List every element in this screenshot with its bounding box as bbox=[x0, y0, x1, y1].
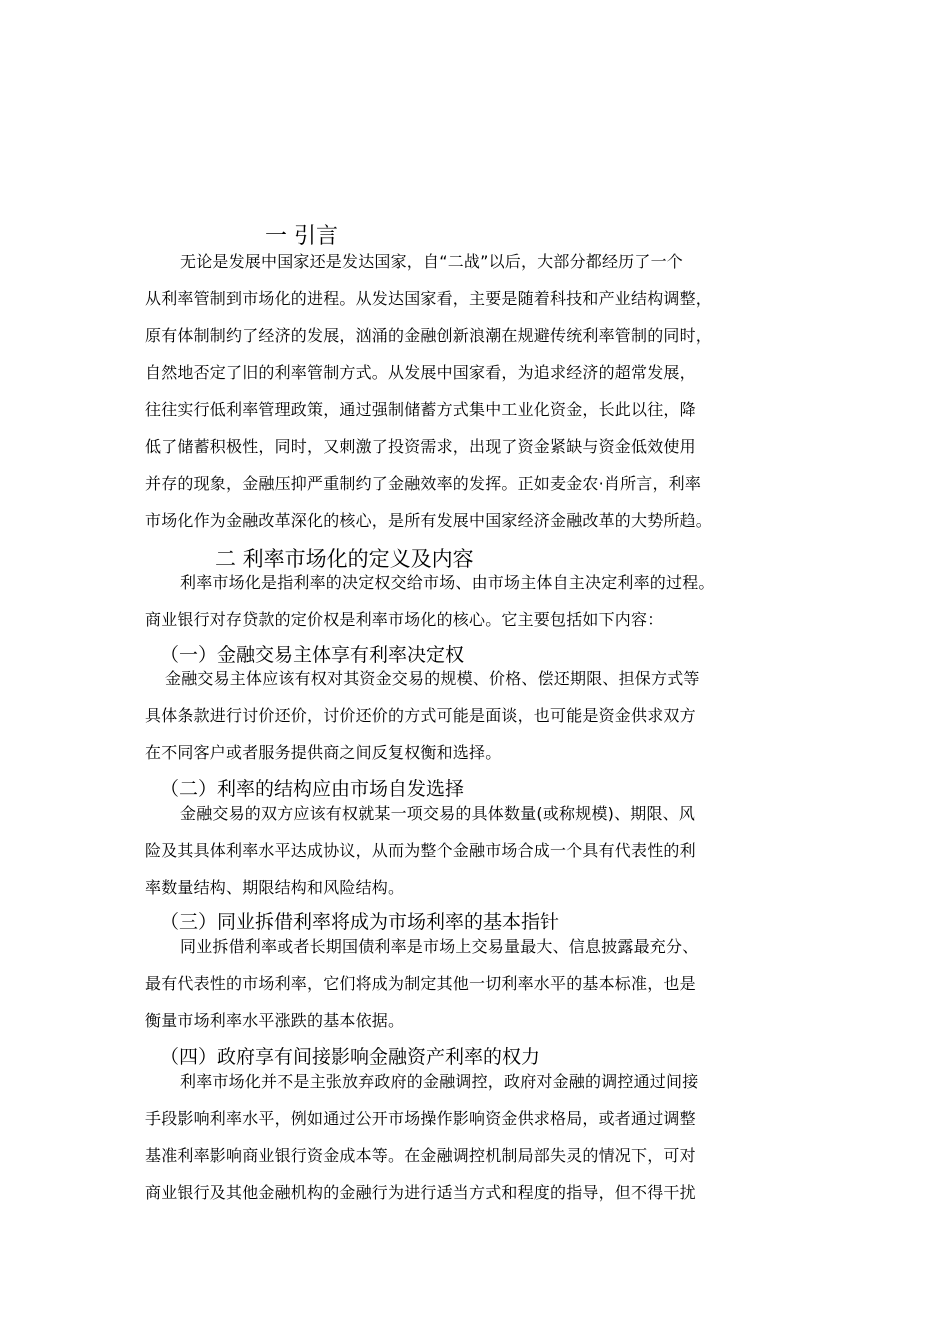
sub1-paragraph bbox=[145, 660, 810, 771]
subsection-heading-1: （一）金融交易主体享有利率决定权 bbox=[160, 644, 465, 666]
intro-line-3: 原有体制制约了经济的发展，汹涌的金融创新浪潮在规避传统利率管制的同时， bbox=[145, 326, 713, 345]
intro-line-6: 低了储蓄积极性，同时，又刺激了投资需求，出现了资金紧缺与资金低效使用 bbox=[145, 437, 696, 456]
definition-line-1: 利率市场化是指利率的决定权交给市场、由市场主体自主决定利率的过程。 bbox=[180, 573, 715, 592]
intro-line-8: 市场化作为金融改革深化的核心，是所有发展中国家经济金融改革的大势所趋。 bbox=[145, 511, 713, 530]
sub1-line-2: 具体条款进行讨价还价，讨价还价的方式可能是面谈，也可能是资金供求双方 bbox=[145, 706, 696, 725]
sub4-line-4: 商业银行及其他金融机构的金融行为进行适当方式和程度的指导，但不得干扰 bbox=[145, 1183, 696, 1202]
sub1-line-1: 金融交易主体应该有权对其资金交易的规模、价格、偿还期限、担保方式等 bbox=[165, 669, 700, 688]
section-heading-intro: 一 引言 bbox=[265, 224, 338, 249]
sub4-line-1: 利率市场化并不是主张放弃政府的金融调控，政府对金融的调控通过间接 bbox=[180, 1072, 699, 1091]
intro-paragraph bbox=[145, 243, 810, 539]
sub4-line-3: 基准利率影响商业银行资金成本等。在金融调控机制局部失灵的情况下，可对 bbox=[145, 1146, 696, 1165]
section-heading-definition: 二 利率市场化的定义及内容 bbox=[215, 547, 474, 571]
intro-line-1: 无论是发展中国家还是发达国家，自“二战”以后，大部分都经历了一个 bbox=[180, 252, 683, 271]
intro-line-2: 从利率管制到市场化的进程。从发达国家看，主要是随着科技和产业结构调整， bbox=[145, 289, 713, 308]
sub2-line-1: 金融交易的双方应该有权就某一项交易的具体数量(或称规模)、期限、风 bbox=[180, 804, 696, 823]
sub3-line-1: 同业拆借利率或者长期国债利率是市场上交易量最大、信息披露最充分、 bbox=[180, 937, 699, 956]
sub2-paragraph bbox=[145, 795, 810, 906]
subsection-heading-2: （二）利率的结构应由市场自发选择 bbox=[160, 778, 465, 800]
sub4-line-2: 手段影响利率水平，例如通过公开市场操作影响资金供求格局，或者通过调整 bbox=[145, 1109, 696, 1128]
intro-line-5: 往往实行低利率管理政策，通过强制储蓄方式集中工业化资金，长此以往，降 bbox=[145, 400, 696, 419]
definition-line-2: 商业银行对存贷款的定价权是利率市场化的核心。它主要包括如下内容： bbox=[145, 610, 664, 629]
sub2-line-2: 险及其具体利率水平达成协议，从而为整个金融市场合成一个具有代表性的利 bbox=[145, 841, 696, 860]
sub3-line-2: 最有代表性的市场利率，它们将成为制定其他一切利率水平的基本标准，也是 bbox=[145, 974, 696, 993]
subsection-heading-3: （三）同业拆借利率将成为市场利率的基本指针 bbox=[160, 911, 560, 933]
subsection-heading-4: （四）政府享有间接影响金融资产利率的权力 bbox=[160, 1046, 541, 1068]
intro-line-7: 并存的现象，金融压抑严重制约了金融效率的发挥。正如麦金农·肖所言，利率 bbox=[145, 474, 702, 493]
sub1-line-3: 在不同客户或者服务提供商之间反复权衡和选择。 bbox=[145, 743, 502, 762]
definition-paragraph bbox=[145, 564, 810, 638]
sub2-line-3: 率数量结构、期限结构和风险结构。 bbox=[145, 878, 405, 897]
intro-line-4: 自然地否定了旧的利率管制方式。从发展中国家看，为追求经济的超常发展， bbox=[145, 363, 696, 382]
sub4-paragraph bbox=[145, 1063, 810, 1211]
sub3-line-3: 衡量市场利率水平涨跌的基本依据。 bbox=[145, 1011, 405, 1030]
sub3-paragraph bbox=[145, 928, 810, 1039]
